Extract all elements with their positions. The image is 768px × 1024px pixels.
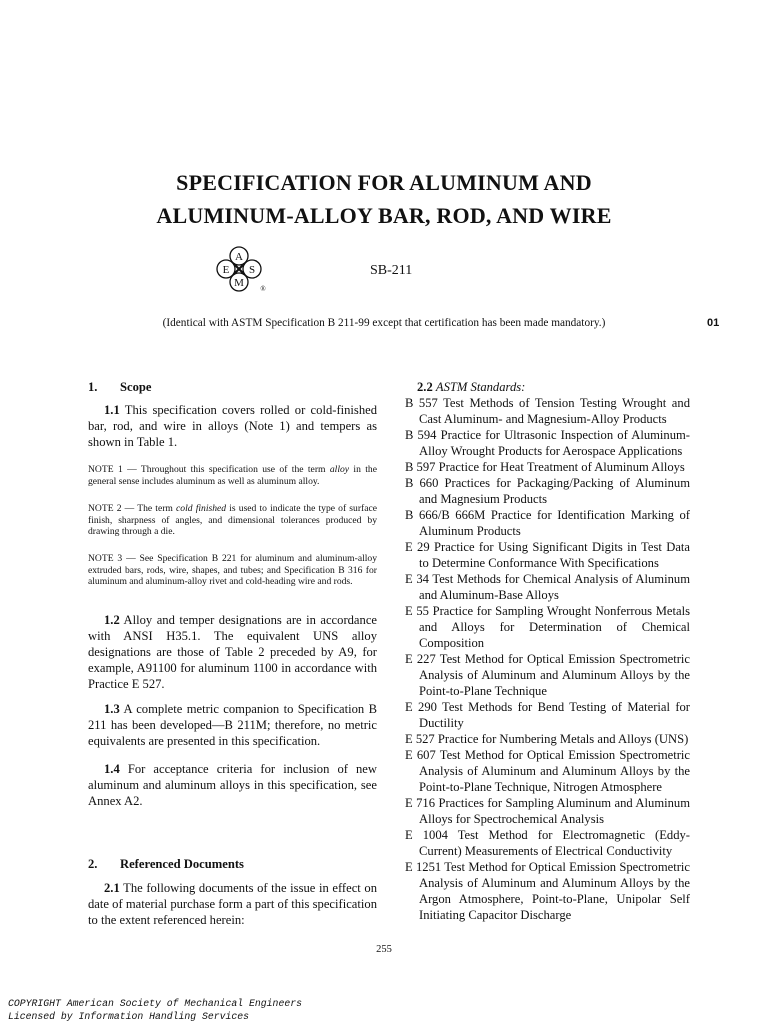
standard-reference-item: E 34 Test Methods for Chemical Analysis of Aluminum and Aluminum-Base Alloys [405, 572, 690, 602]
standard-reference-item: E 527 Practice for Numbering Metals and Alloys (UNS) [405, 732, 689, 746]
footer-line-2: Licensed by Information Handling Services [8, 1010, 250, 1022]
logo-letter-m: M [234, 277, 244, 289]
scope-para-3 [88, 701, 377, 749]
revision-mark: 01 [707, 317, 720, 329]
scope-heading [88, 379, 377, 395]
section-title: ASTM Standards: [435, 380, 526, 394]
standard-reference-item: E 1004 Test Method for Electromagnetic (Eddy-Current) Measurements of Electrical Conductivity [405, 828, 690, 858]
footer-line-1: COPYRIGHT American Society of Mechanical Engineers [8, 998, 302, 1009]
para-text: A complete metric companion to Specification B 211 has been developed—B 211M; therefore, no metric equivalents are presented in this specification. [88, 702, 377, 748]
astm-standards-heading [405, 379, 690, 395]
astm-standards-list [405, 395, 690, 923]
referenced-heading [88, 856, 377, 872]
scope-para-2 [88, 612, 377, 692]
logo-letter-s: S [248, 264, 256, 276]
para-text: This specification covers rolled or cold-finished bar, rod, and wire in alloys (Note 1) and tempers as shown in Table 1. [88, 403, 378, 449]
identical-note: (Identical with ASTM Specification B 211-99 except that certification has been made mandatory.) [162, 317, 606, 329]
para-number: 1.1 [104, 403, 120, 417]
standard-reference-item: B 594 Practice for Ultrasonic Inspection of Aluminum-Alloy Wrought Products for Aerospace Applications [405, 428, 690, 458]
logo-letter-a: A [235, 251, 243, 263]
para-text: Alloy and temper designations are in accordance with ANSI H35.1. The equivalent UNS alloy designations are those of Table 2 preceded by A9, for example, A91100 for aluminum 1100 in accordance with Practice E 527. [88, 613, 377, 691]
standard-reference-item: E 29 Practice for Using Significant Digits in Test Data to Determine Conformance With Specifications [405, 540, 690, 570]
standard-reference-item: B 660 Practices for Packaging/Packing of Aluminum and Magnesium Products [405, 476, 690, 506]
standard-reference-item: E 716 Practices for Sampling Aluminum and Aluminum Alloys for Spectrochemical Analysis [405, 796, 690, 826]
document-title [0, 166, 768, 232]
note-3: NOTE 3 — See Specification B 221 for aluminum and aluminum-alloy extruded bars, rods, wire, shapes, and tubes; and Specification B 316 for aluminum and aluminum-alloy rivet and cold-heading wire and rods. [88, 553, 377, 588]
para-text: The following documents of the issue in effect on date of material purchase form a part of this specification to the extent referenced herein: [88, 881, 378, 927]
scope-para-1 [88, 402, 377, 450]
scope-para-4 [88, 761, 377, 809]
referenced-number: 2. [88, 857, 98, 871]
standard-reference-item: B 557 Test Methods of Tension Testing Wrought and Cast Aluminum- and Magnesium-Alloy Products [405, 396, 690, 426]
para-number: 1.4 [104, 762, 120, 776]
logo-letter-e: E [222, 264, 230, 276]
standard-reference-item: E 55 Practice for Sampling Wrought Nonferrous Metals and Alloys for Determination of Chemical Composition [405, 604, 690, 650]
para-number: 2.1 [104, 881, 120, 895]
referenced-title: Referenced Documents [120, 857, 244, 871]
registered-mark: ® [260, 285, 266, 293]
spec-number: SB-211 [370, 263, 413, 278]
standard-reference-item: E 607 Test Method for Optical Emission Spectrometric Analysis of Aluminum and Aluminum Alloys by the Point-to-Plane Technique, Nitrogen Atmosphere [405, 748, 690, 794]
asme-logo-icon [210, 244, 268, 294]
para-number: 1.2 [104, 613, 120, 627]
para-number: 1.3 [104, 702, 120, 716]
referenced-para-1 [88, 880, 377, 928]
copyright-footer [8, 998, 302, 1023]
standard-reference-item: B 597 Practice for Heat Treatment of Aluminum Alloys [405, 460, 685, 474]
title-line-2: ALUMINUM-ALLOY BAR, ROD, AND WIRE [156, 203, 612, 228]
page-number: 255 [376, 944, 392, 955]
standard-reference-item: E 1251 Test Method for Optical Emission Spectrometric Analysis of Aluminum and Aluminum Alloys by the Argon Atmosphere, Point-to-Plane, Unipolar Self Initiating Capacitor Discharge [405, 860, 690, 922]
standard-reference-item: E 227 Test Method for Optical Emission Spectrometric Analysis of Aluminum and Aluminum Alloys by the Point-to-Plane Technique [405, 652, 690, 698]
title-line-1: SPECIFICATION FOR ALUMINUM AND [176, 170, 592, 195]
note-2: NOTE 2 — The term cold finished is used to indicate the type of surface finish, sharpness of angles, and dimensional tolerances produced by drawing through a die. [88, 503, 377, 538]
note-1: NOTE 1 — Throughout this specification use of the term alloy in the general sense includes aluminum as well as aluminum alloy. [88, 464, 377, 487]
standard-reference-item: B 666/B 666M Practice for Identification Marking of Aluminum Products [405, 508, 690, 538]
section-number: 2.2 [417, 380, 433, 394]
scope-number: 1. [88, 380, 98, 394]
standard-reference-item: E 290 Test Methods for Bend Testing of Material for Ductility [405, 700, 690, 730]
scope-title: Scope [120, 380, 152, 394]
para-text: For acceptance criteria for inclusion of new aluminum and aluminum alloys in this specification, see Annex A2. [88, 762, 377, 808]
